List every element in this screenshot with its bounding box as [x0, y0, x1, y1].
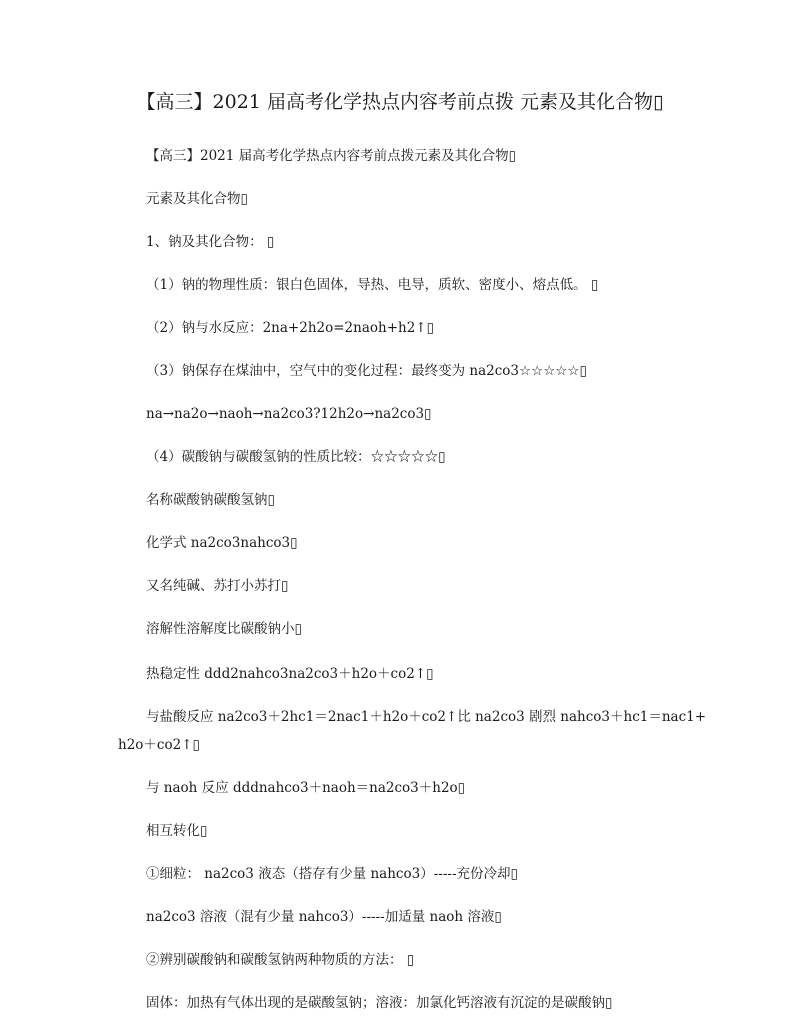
paragraph-name-row: 名称碳酸钠碳酸氢钠▯ [146, 492, 275, 508]
paragraph-identification-heading: ②辨别碳酸钠和碳酸氢钠两种物质的方法： ▯ [146, 952, 415, 968]
paragraph-conversion-chain: na→na2o→naoh→na2co3?12h2o→na2co3▯ [146, 406, 432, 422]
paragraph-naoh-reaction-row: 与 naoh 反应 dddnahco3＋naoh＝na2co3＋h2o▯ [146, 780, 466, 796]
paragraph-purification-2: na2co3 溶液（混有少量 nahco3）-----加适量 naoh 溶液▯ [146, 909, 502, 925]
paragraph-comparison-heading: （4）碳酸钠与碳酸氢钠的性质比较：☆☆☆☆☆▯ [146, 449, 446, 465]
paragraph-heading-repeat: 【高三】2021 届高考化学热点内容考前点拨元素及其化合物▯ [146, 148, 517, 164]
paragraph-thermal-stability-row: 热稳定性 ddd2nahco3na2co3＋h2o＋co2↑▯ [146, 666, 434, 682]
paragraph-interconversion-heading: 相互转化▯ [146, 823, 208, 839]
paragraph-acid-reaction-row: 与盐酸反应 na2co3＋2hc1＝2nac1＋h2o＋co2↑比 na2co3 剧烈 nahco3＋hc1＝nac1+ [146, 709, 707, 725]
paragraph-acid-reaction-row-continued: h2o＋co2↑▯ [118, 737, 200, 753]
paragraph-formula-row: 化学式 na2co3nahco3▯ [146, 535, 298, 551]
paragraph-purification-1: ①细粒： na2co3 液态（搭存有少量 nahco3）-----充份冷却▯ [146, 866, 518, 882]
document-title: 【高三】2021 届高考化学热点内容考前点拨 元素及其化合物▯ [136, 91, 664, 113]
paragraph-solubility-row: 溶解性溶解度比碳酸钠小▯ [146, 621, 302, 637]
paragraph-sodium-heading: 1、钠及其化合物： ▯ [146, 234, 275, 250]
paragraph-alias-row: 又名纯碱、苏打小苏打▯ [146, 578, 289, 594]
paragraph-identification-method: 固体：加热有气体出现的是碳酸氢钠；溶液：加氯化钙溶液有沉淀的是碳酸钠▯ [146, 995, 613, 1011]
paragraph-physical-properties: （1）钠的物理性质：银白色固体，导热、电导，质软、密度小、熔点低。 ▯ [146, 277, 599, 293]
paragraph-section-title: 元素及其化合物▯ [146, 191, 248, 207]
paragraph-storage: （3）钠保存在煤油中，空气中的变化过程：最终变为 na2co3☆☆☆☆☆▯ [146, 363, 587, 379]
paragraph-water-reaction: （2）钠与水反应：2na+2h2o=2naoh+h2↑▯ [146, 320, 435, 336]
